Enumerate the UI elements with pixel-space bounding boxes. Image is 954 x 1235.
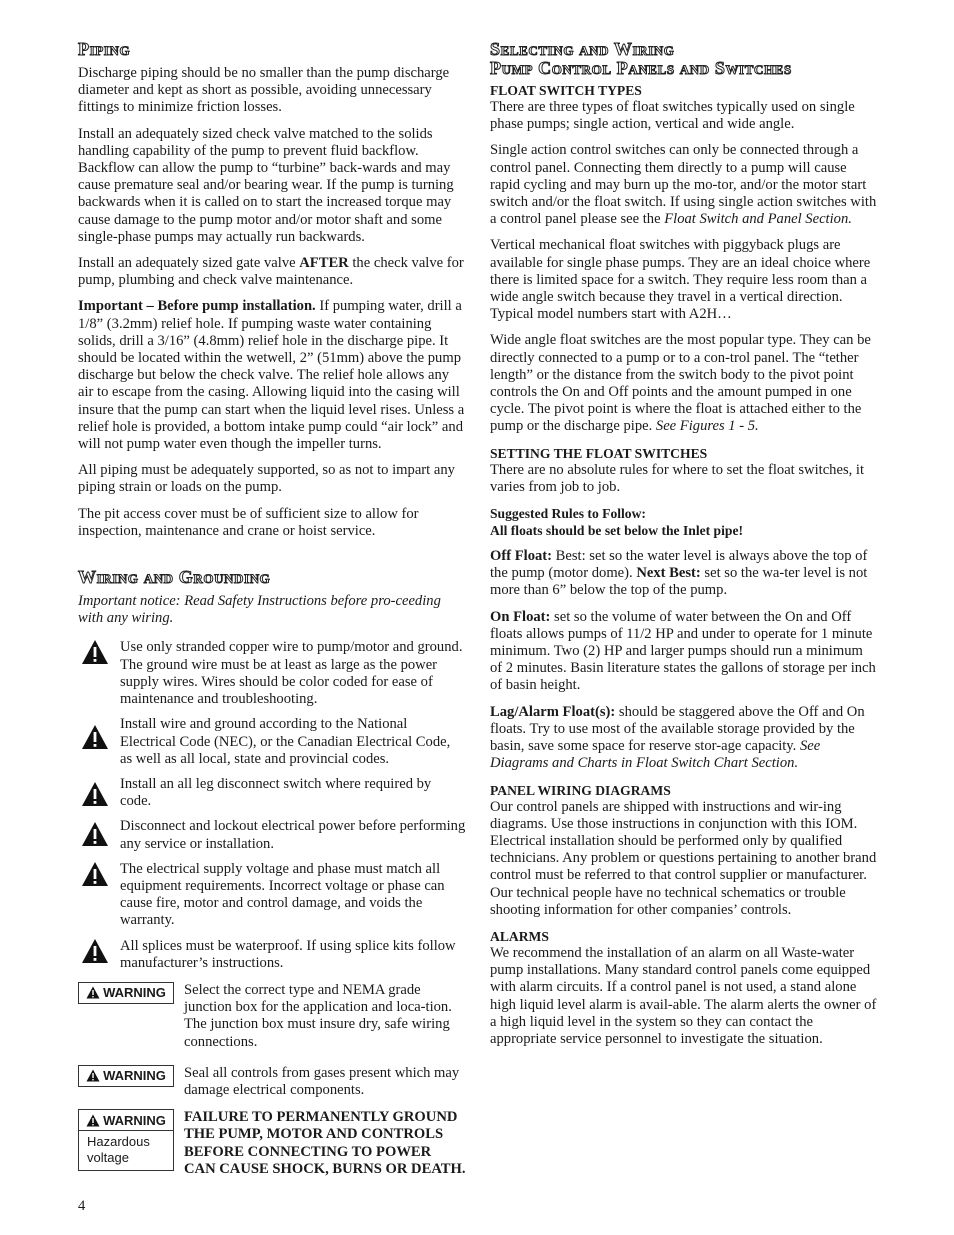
warning-item <box>78 776 466 810</box>
float-switch-types-heading: FLOAT SWITCH TYPES <box>490 83 642 98</box>
text-run: Wide angle float switches are the most popular type. They can be directly connected to a pump or to a con-trol panel. The “tether length” or the distance from the switch body to the pivot point controls the On and Off points and the amount pumped in one cycle. The pivot point is where the float is attached either to the pump or the discharge pipe. <box>490 332 871 435</box>
on-float-label: On Float: <box>490 608 551 625</box>
lag-alarm-label: Lag/Alarm Float(s): <box>490 703 616 720</box>
warning-label-item <box>78 1065 466 1099</box>
piping-paragraph-5: All piping must be adequately supported, so as not to impart any piping strain or loads on the pump. <box>78 462 455 496</box>
text-run: ” (4.8mm) relief hole in the discharge pipe. It should be located within the wetwell, 2” (51mm) above the pump discharge but below the check valve. The relief hole allows any air to escape from the casing. Allowing liquid into the casing will insure that the pump can start when the liquid level rises. Unless a relief hole is provided, a bottom intake pump could “air lock” and will not pump water even though the impeller turns. <box>78 332 465 453</box>
alarms-heading: ALARMS <box>490 928 549 944</box>
floats-below-inlet-heading: All floats should be set below the Inlet pipe! <box>490 523 744 539</box>
warning-badge <box>78 1065 174 1087</box>
off-float-label: Off Float: <box>490 548 553 565</box>
right-column <box>490 40 878 1057</box>
controls-heading-line-1: Selecting and Wiring <box>490 39 675 59</box>
text-run-italic: See Diagrams and Charts in Float Switch Chart Section. <box>490 738 821 772</box>
warning-triangle-icon <box>78 861 112 887</box>
piping-paragraph-4 <box>78 298 466 453</box>
warning-triangle-icon <box>78 818 112 847</box>
warning-text: The electrical supply voltage and phase must match all equipment requirements. Incorrect voltage or phase can cause fire, motor and control damage, and voids the warranty. <box>120 860 445 929</box>
warning-text: Install wire and ground according to the National Electrical Code (NEC), or the Canadian Electrical Code, as well as all local, state and provincial codes. <box>120 716 451 767</box>
fraction: 1/8 <box>78 315 97 332</box>
panel-wiring-heading: PANEL WIRING DIAGRAMS <box>490 782 671 798</box>
important-label: Important – Before pump installation. <box>78 298 316 315</box>
controls-heading-line-2: Pump Control Panels and Switches <box>490 58 792 78</box>
warning-item <box>78 716 466 768</box>
text-run: set so the wa-ter level is not more than 6” below the top of the pump. <box>490 565 868 599</box>
single-action-paragraph <box>490 142 878 228</box>
warning-text: Disconnect and lockout electrical power before performing any service or installation. <box>120 818 466 852</box>
panel-wiring-paragraph: Our control panels are shipped with instructions and wir-ing diagrams. Use those instructions in conjunction with this IOM. Electrical installation should be performed only by qualified technicians. Any problem or questions pertaining to another brand control must be referred to that control supplier or manufacturer. Our technical people have no technical schematics or trouble shooting information for other companies’ controls. <box>490 798 877 918</box>
piping-heading: Piping <box>78 39 131 59</box>
setting-paragraph: There are no absolute rules for where to set the float switches, it varies from job to job. <box>490 461 865 495</box>
warning-text: Select the correct type and NEMA grade junction box for the application and loca-tion. The junction box must insure dry, safe wiring connections. <box>184 981 452 1050</box>
text-run: HP and under to operate for 1 minute minimum. Two (2) HP and larger pumps should run a minimum of 2 minutes. Basin literature states the gallons of storage per inch of basin height. <box>490 625 876 694</box>
piping-paragraph-6: The pit access cover must be of sufficient size to allow for inspection, maintenance and crane or hoist service. <box>78 505 419 539</box>
warning-badge <box>78 1109 174 1131</box>
next-best-label: Next Best: <box>636 565 701 582</box>
text-run: Best: set so the water level is always above the top of the pump (motor dome). <box>490 548 868 582</box>
text-run: ” (3.2mm) relief hole. If pumping waste water containing solids, drill a <box>78 315 432 349</box>
warning-badge-label: WARNING <box>103 985 166 1001</box>
warning-triangle-icon <box>78 716 112 750</box>
warning-item <box>78 818 466 852</box>
warning-triangle-icon <box>78 639 112 665</box>
text-run: should be staggered above the Off and On floats. Try to use most of the available storage provided by the basin, save some space for reserve stor-age capacity. <box>490 703 865 755</box>
warning-item <box>78 861 466 930</box>
warning-text: Use only stranded copper wire to pump/motor and ground. The ground wire must be at least as large as the power supply wires. Wires should be color coded for ease of maintenance and troubleshooting. <box>120 639 463 708</box>
warning-badge-label: WARNING <box>103 1112 166 1128</box>
alarms-paragraph: We recommend the installation of an alarm on all Waste-water pump installations. Many standard control panels come equipped with alarm circuits. If a control panel is not used, a stand alone high liquid level alarm is avail-able. The alarm alerts the owner of a high liquid level in the system so they can contact the appropriate service personnel to investigate the situation. <box>490 944 877 1047</box>
warning-small-icon <box>86 1114 100 1127</box>
warning-tag <box>78 982 174 1004</box>
fraction: 1/2 <box>632 625 652 642</box>
piping-paragraph-3 <box>78 255 466 289</box>
warning-item <box>78 938 466 972</box>
on-float-paragraph <box>490 609 878 695</box>
text-run: Install an adequately sized gate valve <box>78 255 300 272</box>
text-run-italic: Float Switch and Panel Section. <box>664 211 852 228</box>
warning-triangle-icon <box>78 776 112 807</box>
hazard-tag <box>78 1109 174 1171</box>
hazard-label-item <box>78 1109 466 1178</box>
warning-item <box>78 639 466 708</box>
text-run-italic: See Figures 1 - 5. <box>655 418 759 435</box>
warning-badge <box>78 982 174 1004</box>
warning-text: All splices must be waterproof. If using splice kits follow manufacturer’s instructions. <box>120 937 456 971</box>
warning-small-icon <box>86 1069 100 1082</box>
left-column <box>78 40 466 1186</box>
warning-small-icon <box>86 986 100 999</box>
setting-float-switches-heading: SETTING THE FLOAT SWITCHES <box>490 445 708 461</box>
text-run: If pumping water, drill a <box>315 298 462 315</box>
text-run: Single action control switches can only be connected through a control panel. Connecting them directly to a pump will cause rapid cycling and may burn up the mo-tor, and/or the motor start switch and/or the float switch. If using single action switches with a control panel please see the <box>490 142 877 228</box>
wiring-heading: Wiring and Grounding <box>78 567 271 588</box>
hazard-text: Hazardous <box>87 1134 150 1150</box>
wide-angle-paragraph <box>490 332 878 435</box>
wiring-notice: Important notice: Read Safety Instructions before pro-ceeding with any wiring. <box>78 593 441 627</box>
text-run-bold: AFTER <box>299 255 349 272</box>
fraction: 3/16 <box>157 332 184 349</box>
piping-paragraph-1: Discharge piping should be no smaller than the pump discharge diameter and kept as short as possible, avoiding unnecessary fittings to minimize friction losses. <box>78 65 450 116</box>
page-number: 4 <box>78 1198 86 1214</box>
suggested-rules-heading: Suggested Rules to Follow: <box>490 506 646 522</box>
float-types-paragraph: There are three types of float switches typically used on single phase pumps; single action, vertical and wide angle. <box>490 99 855 133</box>
ground-failure-warning: FAILURE TO PERMANENTLY GROUND THE PUMP, MOTOR AND CONTROLS BEFORE CONNECTING TO POWER CAN CAUSE SHOCK, BURNS OR DEATH. <box>184 1109 466 1177</box>
text-run: set so the volume of water between the On and Off floats allows pumps of 1 <box>490 608 852 642</box>
hazard-text: voltage <box>87 1150 129 1166</box>
warning-badge-label: WARNING <box>103 1068 166 1084</box>
piping-paragraph-2: Install an adequately sized check valve matched to the solids handling capability of the pump to prevent fluid backflow. Backflow can allow the pump to “turbine” back-wards and may cause premature seal and/or bearing wear. If the pump is turning backwards when it is called on to start the increased torque may cause damage to the pump motor and/or motor shaft and some single-phase pumps may actually run backwards. <box>78 125 454 245</box>
warning-text: Seal all controls from gases present which may damage electrical components. <box>184 1064 460 1098</box>
text-run: the check valve for pump, plumbing and check valve maintenance. <box>78 255 464 289</box>
warning-text: Install an all leg disconnect switch where required by code. <box>120 775 432 810</box>
lag-alarm-paragraph <box>490 704 878 773</box>
warning-tag <box>78 1065 174 1087</box>
off-float-paragraph <box>490 548 878 600</box>
warning-label-item <box>78 982 466 1051</box>
hazardous-voltage-box <box>78 1131 174 1171</box>
warning-triangle-icon <box>78 938 112 964</box>
vertical-float-paragraph: Vertical mechanical float switches with piggyback plugs are available for single phase pumps. They are an ideal choice where there is limited space for a switch. They require less room than a wide angle switch because they travel in a vertical direction. Typical model numbers start with A2H… <box>490 237 871 323</box>
